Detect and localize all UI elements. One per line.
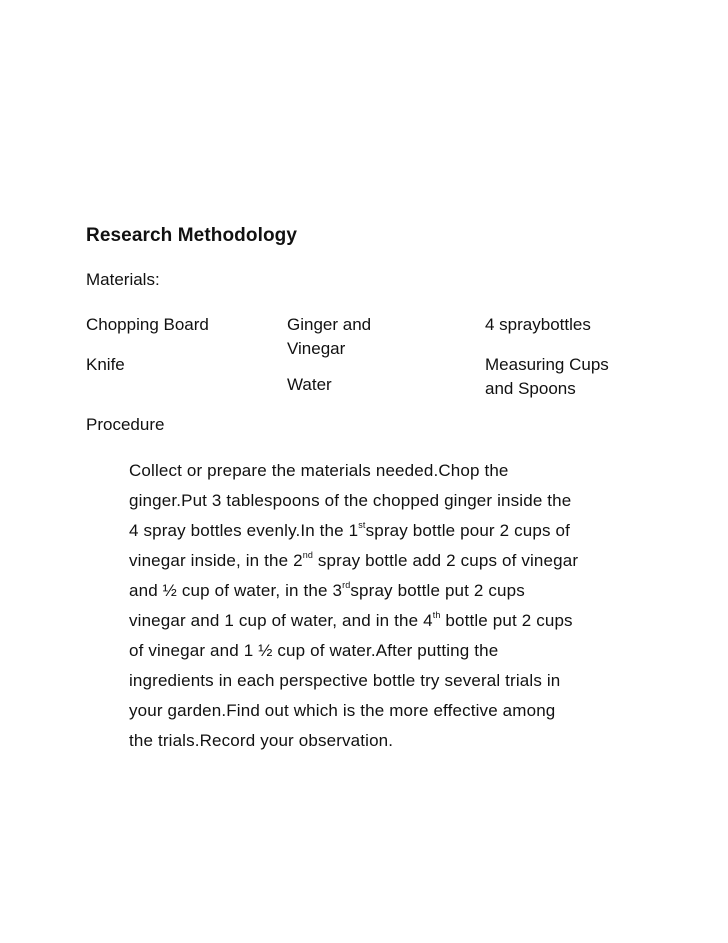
procedure-line: of vinegar and 1 ½ cup of water.After putting the	[129, 641, 499, 660]
material-item: Vinegar	[287, 339, 346, 358]
material-item: Water	[287, 375, 332, 394]
procedure-line	[129, 546, 649, 576]
procedure-line: ginger.Put 3 tablespoons of the chopped ginger inside the	[129, 491, 572, 510]
procedure-line	[129, 576, 649, 606]
material-item: Measuring Cups	[485, 355, 609, 374]
procedure-line	[129, 606, 649, 636]
procedure-text-segment: vinegar inside, in the 2	[129, 551, 303, 570]
procedure-line: ingredients in each perspective bottle try several trials in	[129, 671, 561, 690]
ordinal-superscript: nd	[302, 550, 314, 560]
procedure-text-segment: spray bottle pour 2 cups of	[365, 521, 570, 540]
ordinal-superscript: st	[358, 520, 366, 530]
material-item: 4 spraybottles	[485, 315, 591, 334]
material-item: Knife	[86, 355, 125, 374]
materials-label: Materials:	[86, 270, 160, 289]
section-heading: Research Methodology	[86, 225, 298, 246]
ordinal-superscript: rd	[342, 580, 351, 590]
material-item: Ginger and	[287, 315, 372, 334]
procedure-label: Procedure	[86, 415, 165, 434]
procedure-line: Collect or prepare the materials needed.Chop the	[129, 461, 509, 480]
procedure-text-segment: 4 spray bottles evenly.In the 1	[129, 521, 359, 540]
procedure-text-segment: vinegar and 1 cup of water, and in the 4	[129, 611, 433, 630]
procedure-paragraph	[129, 456, 649, 756]
procedure-line: your garden.Find out which is the more effective among	[129, 701, 556, 720]
material-item: Chopping Board	[86, 315, 209, 334]
materials-column-2	[287, 313, 467, 397]
procedure-line	[129, 516, 649, 546]
materials-column-1	[86, 313, 271, 377]
ordinal-superscript: th	[432, 610, 441, 620]
materials-column-3	[485, 313, 655, 401]
procedure-line: the trials.Record your observation.	[129, 731, 394, 750]
procedure-text-segment: spray bottle add 2 cups of vinegar	[313, 551, 579, 570]
procedure-text-segment: spray bottle put 2 cups	[350, 581, 525, 600]
material-item: and Spoons	[485, 379, 576, 398]
procedure-text-segment: and ½ cup of water, in the 3	[129, 581, 343, 600]
procedure-text-segment: bottle put 2 cups	[440, 611, 573, 630]
